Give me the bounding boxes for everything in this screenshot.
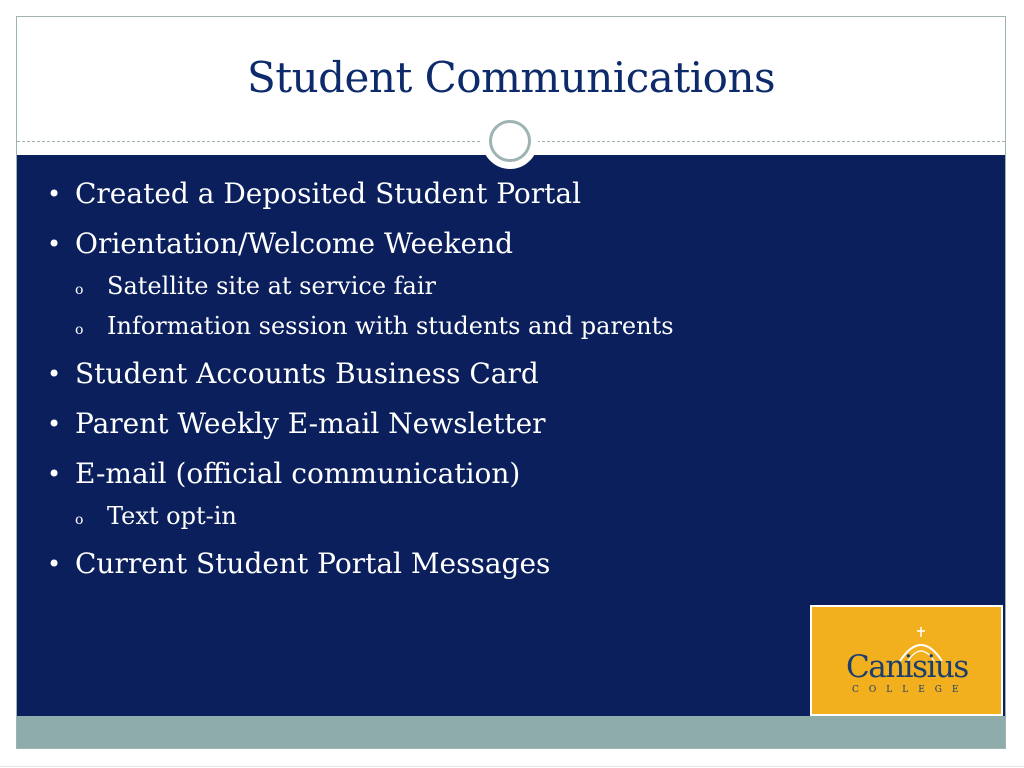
- bullet-marker-icon: •: [47, 410, 62, 438]
- bullet-item: [45, 457, 674, 491]
- bullet-marker-icon: •: [47, 460, 62, 488]
- circle-ornament-ring: [489, 120, 531, 162]
- sub-bullet-item: [45, 311, 674, 341]
- sub-bullet-marker-icon: o: [75, 512, 84, 528]
- bullet-text: E-mail (official communication): [75, 457, 521, 490]
- bullet-marker-icon: •: [47, 550, 62, 578]
- bullet-text: Current Student Portal Messages: [75, 547, 551, 580]
- bullet-item: [45, 227, 674, 261]
- bullet-marker-icon: •: [47, 360, 62, 388]
- sub-bullet-item: [45, 501, 674, 531]
- bullet-list: [45, 177, 674, 597]
- college-logo: [810, 605, 1003, 716]
- slide-title: Student Communications: [246, 53, 776, 102]
- bullet-item: [45, 547, 674, 581]
- bullet-text: Parent Weekly E-mail Newsletter: [75, 407, 546, 440]
- bullet-marker-icon: •: [47, 180, 62, 208]
- bullet-text: Orientation/Welcome Weekend: [75, 227, 514, 260]
- bullet-item: [45, 357, 674, 391]
- circle-ornament-icon: [482, 113, 538, 169]
- bullet-item: [45, 177, 674, 211]
- logo-wordmark: Canisius: [846, 649, 968, 685]
- bullet-text: Created a Deposited Student Portal: [75, 177, 582, 210]
- bullet-text: Student Accounts Business Card: [75, 357, 539, 390]
- slide: [16, 16, 1006, 749]
- footer-band: [17, 716, 1005, 748]
- sub-bullet-item: [45, 271, 674, 301]
- sub-bullet-text: Information session with students and parents: [107, 312, 674, 340]
- bullet-item: [45, 407, 674, 441]
- sub-bullet-text: Text opt-in: [107, 502, 237, 530]
- sub-bullet-marker-icon: o: [75, 282, 84, 298]
- bullet-marker-icon: •: [47, 230, 62, 258]
- logo-subtitle: COLLEGE: [852, 685, 969, 695]
- sub-bullet-text: Satellite site at service fair: [107, 272, 436, 300]
- page-bottom-rule: [0, 766, 1024, 767]
- sub-bullet-marker-icon: o: [75, 322, 84, 338]
